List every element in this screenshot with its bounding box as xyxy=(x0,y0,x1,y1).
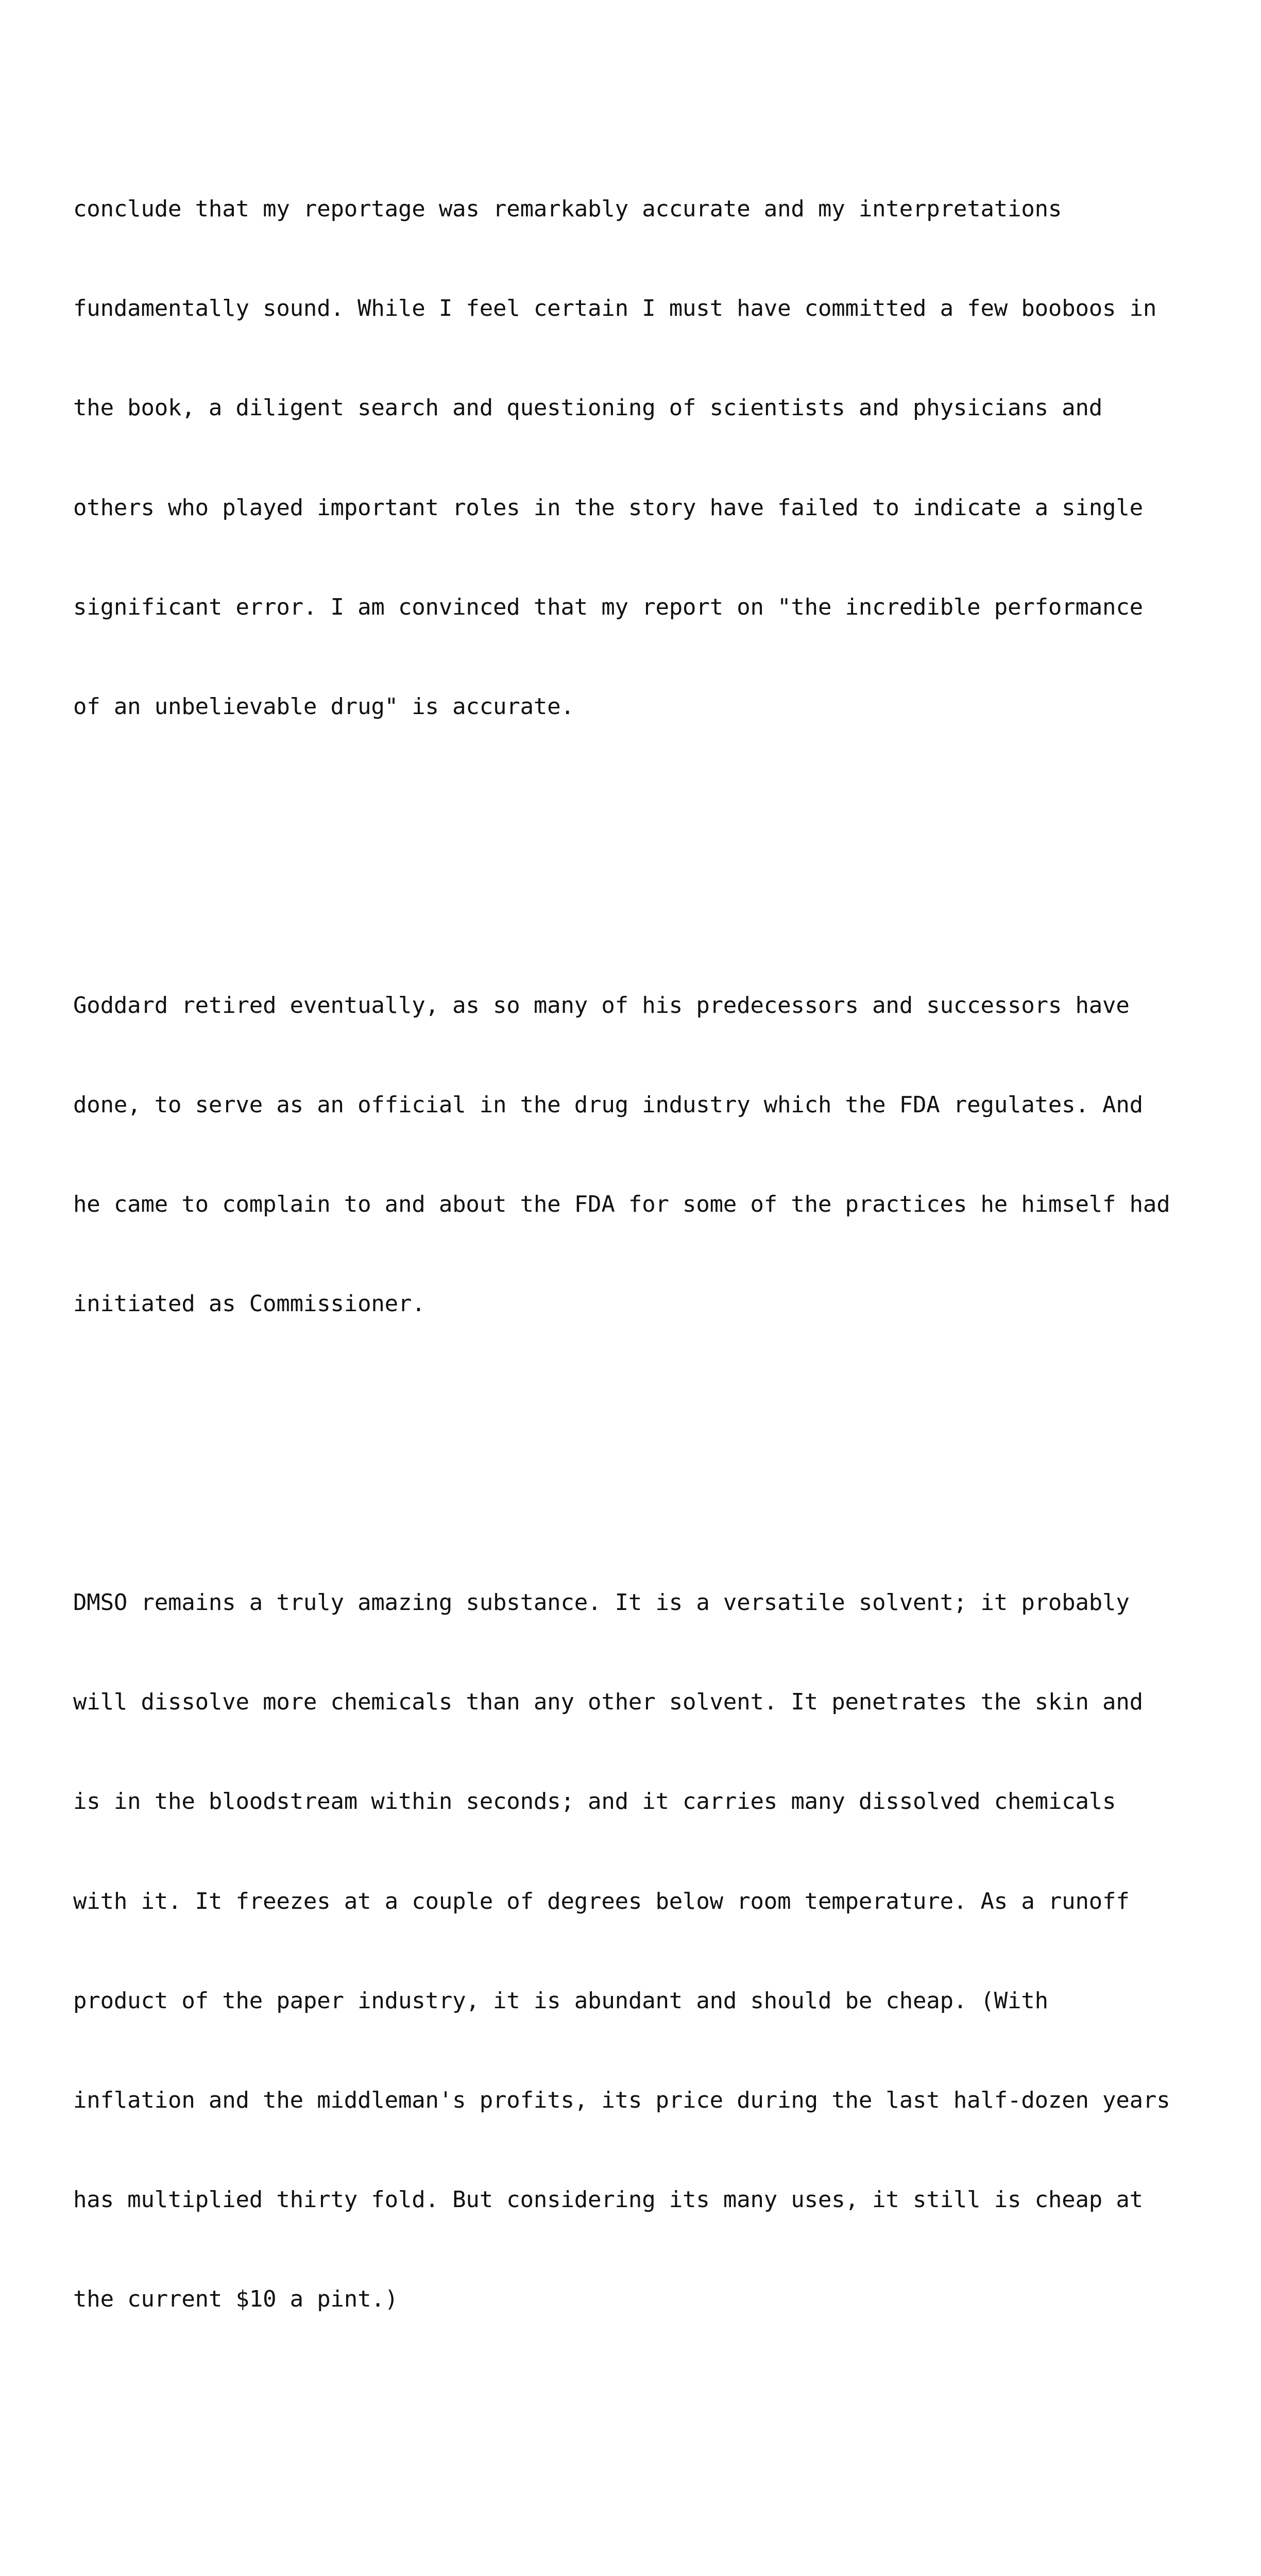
text-line: is in the bloodstream within seconds; and it carries many dissolved chemicals xyxy=(73,1788,1116,1815)
paragraph-4 xyxy=(73,2515,1206,2576)
text-line: others who played important roles in the story have failed to indicate a single xyxy=(73,494,1143,521)
paragraph-2 xyxy=(73,923,1206,1387)
text-line: the book, a diligent search and questioning of scientists and physicians and xyxy=(73,395,1103,421)
text-line: fundamentally sound. While I feel certain I must have committed a few booboos in xyxy=(73,295,1157,322)
text-line: DMSO remains a truly amazing substance. It is a versatile solvent; it probably xyxy=(73,1589,1130,1616)
text-line: with it. It freezes at a couple of degrees below room temperature. As a runoff xyxy=(73,1888,1130,1914)
text-line: significant error. I am convinced that my report on "the incredible performance xyxy=(73,594,1143,620)
text-line: initiated as Commissioner. xyxy=(73,1291,425,1317)
text-line: of an unbelievable drug" is accurate. xyxy=(73,693,574,720)
paragraph-1 xyxy=(73,126,1206,790)
text-line: he came to complain to and about the FDA for some of the practices he himself had xyxy=(73,1191,1170,1218)
text-line: inflation and the middleman's profits, its price during the last half-dozen years xyxy=(73,2087,1170,2113)
text-line: will dissolve more chemicals than any other solvent. It penetrates the skin and xyxy=(73,1689,1143,1716)
text-line: Goddard retired eventually, as so many of his predecessors and successors have xyxy=(73,992,1130,1019)
text-line: the current $10 a pint.) xyxy=(73,2286,398,2313)
text-line: conclude that my reportage was remarkably accurate and my interpretations xyxy=(73,196,1062,223)
text-line: done, to serve as an official in the drug industry which the FDA regulates. And xyxy=(73,1091,1143,1118)
paragraph-3 xyxy=(73,1520,1206,2382)
text-line: product of the paper industry, it is abundant and should be cheap. (With xyxy=(73,1987,1048,2014)
text-line: has multiplied thirty fold. But considering its many uses, it still is cheap at xyxy=(73,2187,1143,2213)
document-body xyxy=(73,27,1206,2576)
